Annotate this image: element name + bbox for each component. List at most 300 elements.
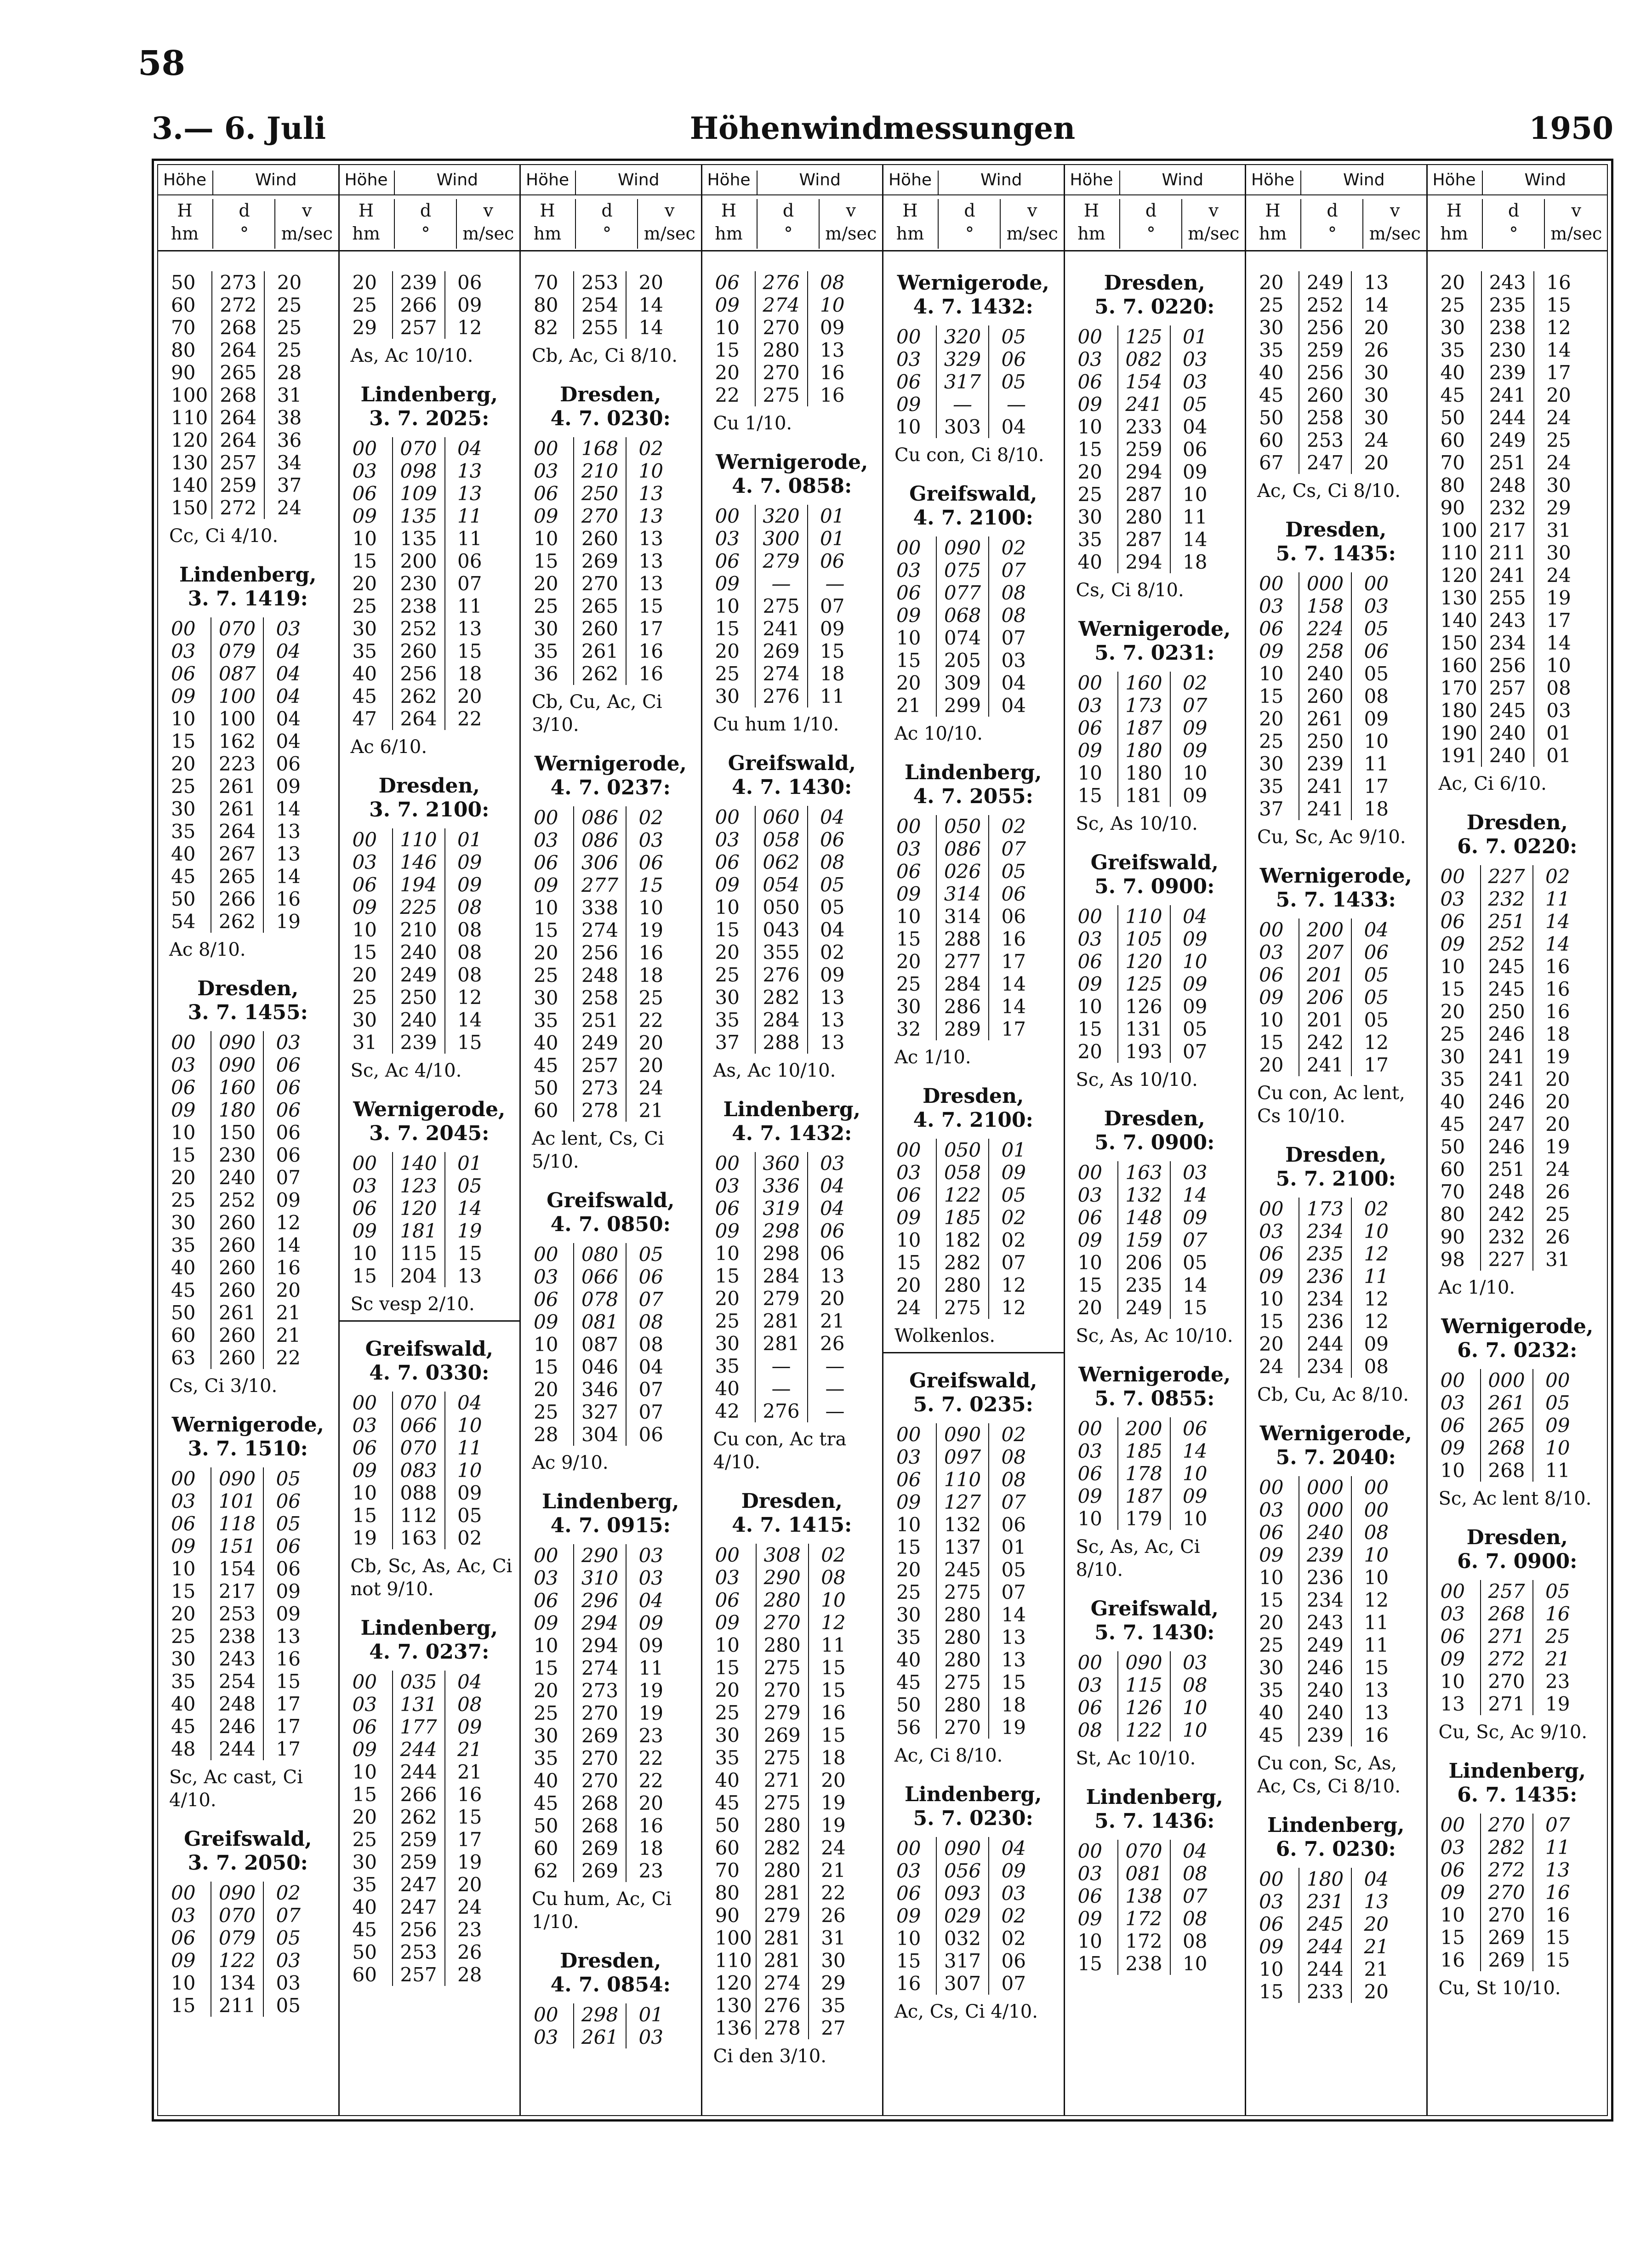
height-cell: 10 <box>352 918 377 941</box>
speed-cell: 05 <box>989 371 1030 393</box>
speed-cell: 06 <box>263 1144 304 1166</box>
table-row <box>349 1783 486 1806</box>
station-name: Dresden, <box>1466 811 1568 834</box>
table-row <box>712 1882 849 1904</box>
height-cell: 00 <box>352 828 377 851</box>
height-cell: 10 <box>1440 1904 1465 1926</box>
cloud-note: Cu, Sc, Ac 9/10. <box>1257 827 1406 848</box>
speed-cell: 00 <box>1351 1476 1392 1499</box>
table-row <box>1074 1885 1211 1907</box>
speed-cell: 11 <box>809 1634 849 1656</box>
height-cell: 00 <box>352 1152 377 1175</box>
direction-cell: 253 <box>1299 429 1351 451</box>
speed-cell: 26 <box>445 1941 486 1963</box>
speed-cell: 08 <box>1351 1521 1392 1544</box>
direction-cell: 070 <box>211 1904 263 1927</box>
speed-cell: 03 <box>989 649 1030 672</box>
direction-cell: 235 <box>1481 294 1534 316</box>
station-title <box>1427 1526 1608 1574</box>
speed-cell: 20 <box>445 1873 486 1896</box>
speed-cell: 17 <box>989 1018 1030 1040</box>
table-row <box>167 1927 304 1949</box>
speed-cell: 04 <box>808 1197 849 1220</box>
speed-cell: 10 <box>1533 1437 1574 1459</box>
speed-cell: 05 <box>808 896 849 918</box>
data-column <box>1064 271 1246 1991</box>
height-cell: 06 <box>715 1589 740 1611</box>
direction-cell: 227 <box>1481 865 1533 888</box>
height-cell: 09 <box>896 393 921 416</box>
wind-values <box>349 437 486 730</box>
direction-cell: 254 <box>574 294 626 316</box>
direction-cell: 224 <box>1299 617 1351 640</box>
height-cell: 15 <box>171 1994 196 2017</box>
table-row <box>893 1626 1030 1649</box>
speed-cell: 02 <box>989 536 1030 559</box>
height-cell: 20 <box>1077 1296 1102 1319</box>
cloud-note: Sc, As, Ac 10/10. <box>1076 1325 1233 1346</box>
height-cell: 15 <box>1077 1952 1102 1975</box>
height-cell: 09 <box>1259 1544 1284 1566</box>
table-row <box>1074 1651 1211 1674</box>
speed-cell: 26 <box>1533 1226 1574 1248</box>
direction-cell: 262 <box>393 1806 445 1828</box>
table-row <box>167 775 304 798</box>
table-row <box>1255 1634 1392 1656</box>
sounding-block <box>157 271 339 548</box>
table-row <box>1255 1701 1392 1724</box>
table-row <box>1255 775 1392 798</box>
direction-cell: 254 <box>211 1670 263 1693</box>
station-time: 5. 7. 0220: <box>1094 295 1215 319</box>
direction-cell: 260 <box>211 1211 263 1234</box>
speed-cell: 13 <box>626 482 667 505</box>
direction-cell: 050 <box>755 896 808 918</box>
speed-cell: 18 <box>626 1837 667 1860</box>
height-cell: 35 <box>1259 775 1284 798</box>
height-cell: 10 <box>534 896 558 919</box>
height-cell: 00 <box>1440 1580 1465 1603</box>
station-title <box>883 1084 1064 1132</box>
table-row <box>712 640 849 662</box>
height-cell: 20 <box>896 672 921 694</box>
sounding-block <box>1245 271 1427 502</box>
direction-cell: 282 <box>1481 1836 1533 1859</box>
speed-cell: 16 <box>1533 955 1574 978</box>
direction-cell: 249 <box>1299 1634 1351 1656</box>
speed-cell: 20 <box>808 1287 849 1310</box>
h-label: H <box>721 200 737 221</box>
direction-cell: 234 <box>1299 1589 1351 1611</box>
speed-cell: 04 <box>263 640 304 662</box>
v-label: v <box>483 200 493 221</box>
table-row <box>530 505 667 527</box>
direction-cell: 280 <box>936 1649 989 1671</box>
table-row <box>712 1656 849 1679</box>
speed-cell: 09 <box>445 873 486 896</box>
table-row <box>1255 617 1392 640</box>
direction-cell: 207 <box>1299 941 1351 964</box>
table-row <box>349 1009 486 1031</box>
height-cell: 10 <box>1259 1009 1284 1031</box>
table-row <box>1074 1696 1211 1719</box>
station-title <box>520 1490 701 1538</box>
table-row <box>530 1032 667 1054</box>
table-row <box>530 316 667 339</box>
table-row <box>1255 640 1392 662</box>
wind-values <box>349 271 486 339</box>
direction-cell: 258 <box>1299 406 1351 429</box>
sounding-block <box>339 271 520 367</box>
direction-cell: 060 <box>755 806 808 828</box>
height-cell: 00 <box>171 617 196 640</box>
direction-cell: 154 <box>1118 371 1170 393</box>
height-cell: 09 <box>896 604 921 627</box>
table-row <box>349 1242 486 1265</box>
height-cell: 30 <box>534 987 558 1009</box>
height-cell: 30 <box>171 798 196 820</box>
station-time: 6. 7. 0220: <box>1457 835 1578 858</box>
height-cell: 00 <box>1259 1476 1284 1499</box>
d-label: d <box>601 200 613 221</box>
wind-values <box>530 271 667 339</box>
direction-cell: 314 <box>936 905 989 928</box>
table-row <box>349 851 486 873</box>
direction-cell: 074 <box>936 627 989 649</box>
speed-cell: 03 <box>1170 1651 1211 1674</box>
direction-cell: 246 <box>1299 1656 1351 1679</box>
direction-cell: 105 <box>1118 928 1170 950</box>
speed-cell: 14 <box>1534 632 1575 654</box>
direction-cell: 223 <box>211 753 263 775</box>
speed-cell: 03 <box>263 1031 304 1054</box>
direction-cell: 276 <box>755 964 808 986</box>
table-row <box>893 582 1030 604</box>
direction-cell: 248 <box>211 1693 263 1715</box>
speed-cell: 06 <box>263 1535 304 1557</box>
height-cell: 25 <box>352 986 377 1009</box>
table-row <box>712 271 849 294</box>
speed-cell: 04 <box>1170 416 1211 438</box>
speed-cell: 26 <box>1533 1181 1574 1203</box>
direction-cell: 296 <box>574 1589 626 1612</box>
speed-cell: 02 <box>1533 865 1574 888</box>
direction-cell: 236 <box>1299 1310 1351 1333</box>
table-row <box>893 1882 1030 1905</box>
height-cell: 06 <box>1259 1913 1284 1935</box>
table-row <box>893 1860 1030 1882</box>
height-cell: 00 <box>715 505 740 527</box>
speed-cell: 09 <box>1170 1206 1211 1229</box>
direction-cell: 275 <box>756 1656 809 1679</box>
direction-cell: 257 <box>212 451 264 474</box>
direction-cell: 290 <box>756 1566 809 1589</box>
height-cell: 00 <box>715 1152 740 1175</box>
direction-cell: 026 <box>936 860 989 883</box>
station-title <box>883 761 1064 809</box>
height-cell: 25 <box>352 294 377 316</box>
speed-cell: 21 <box>263 1324 304 1346</box>
d-label: d <box>1327 200 1338 221</box>
height-cell: 03 <box>1077 1184 1102 1206</box>
h-label: H <box>358 200 374 221</box>
table-row <box>167 496 305 519</box>
height-cell: 15 <box>1077 784 1102 807</box>
cloud-note: Cu, St 10/10. <box>1438 1978 1561 1999</box>
station-time: 3. 7. 2100: <box>369 798 490 821</box>
direction-cell: 262 <box>211 910 263 933</box>
direction-cell: 227 <box>1481 1248 1533 1271</box>
speed-cell: 01 <box>1534 722 1575 744</box>
direction-cell: 270 <box>756 1611 809 1634</box>
speed-cell: 20 <box>263 1279 304 1301</box>
direction-cell: 294 <box>574 1612 626 1634</box>
speed-cell: 07 <box>989 1581 1030 1603</box>
table-row <box>893 1468 1030 1491</box>
height-cell: 130 <box>1440 587 1477 609</box>
height-cell: 20 <box>352 572 377 595</box>
table-row <box>349 527 486 550</box>
table-row <box>712 918 849 941</box>
table-row <box>167 1490 304 1512</box>
direction-cell: 181 <box>393 1220 445 1242</box>
height-cell: 47 <box>352 707 377 730</box>
speed-cell: 19 <box>626 919 667 941</box>
height-cell: 06 <box>1077 717 1102 739</box>
speed-cell: 06 <box>626 1266 667 1288</box>
direction-cell: 151 <box>211 1535 263 1557</box>
direction-cell: 251 <box>1481 1158 1533 1181</box>
direction-cell: 109 <box>393 482 445 505</box>
height-cell: 30 <box>352 1009 377 1031</box>
height-cell: 25 <box>534 1702 558 1724</box>
speed-cell: 05 <box>263 1927 304 1949</box>
direction-cell: 206 <box>1299 986 1351 1009</box>
table-row <box>530 874 667 896</box>
direction-cell: 225 <box>393 896 445 918</box>
wind-values <box>530 1544 667 1882</box>
direction-cell: 298 <box>574 2003 626 2026</box>
direction-cell: 243 <box>1481 609 1534 632</box>
height-cell: 03 <box>352 851 377 873</box>
station-title <box>883 482 1064 530</box>
height-cell: 45 <box>896 1671 921 1694</box>
speed-cell: 08 <box>445 896 486 918</box>
height-cell: 00 <box>1440 1814 1465 1836</box>
speed-cell: 21 <box>808 1310 849 1332</box>
table-row <box>167 1580 304 1603</box>
height-cell: 40 <box>1259 361 1284 384</box>
direction-cell: 261 <box>211 1301 263 1324</box>
table-row <box>1255 595 1392 617</box>
speed-cell: 17 <box>626 617 667 640</box>
height-cell: 15 <box>1440 1926 1465 1949</box>
speed-cell: 16 <box>808 361 849 384</box>
table-row <box>712 1769 849 1791</box>
direction-cell: 000 <box>1299 1476 1351 1499</box>
direction-cell: 241 <box>1299 798 1351 820</box>
height-cell: 20 <box>534 941 558 964</box>
speed-cell: 03 <box>626 1544 667 1567</box>
speed-cell: 06 <box>263 753 304 775</box>
speed-cell: 02 <box>1170 672 1211 694</box>
v-label: v <box>846 200 856 221</box>
speed-cell: 05 <box>1351 964 1392 986</box>
speed-cell: 25 <box>1534 429 1575 451</box>
height-cell: 10 <box>896 1927 921 1950</box>
direction-cell: 098 <box>393 460 445 482</box>
height-cell: 00 <box>896 1423 921 1446</box>
table-row <box>349 460 486 482</box>
direction-cell: 259 <box>1299 339 1351 361</box>
table-row <box>167 1076 304 1099</box>
table-row <box>893 1139 1030 1161</box>
table-row <box>712 896 849 918</box>
height-cell: 30 <box>1259 316 1284 339</box>
height-cell: 25 <box>715 1310 740 1332</box>
table-row <box>1437 955 1574 978</box>
wind-values <box>1074 1417 1211 1530</box>
speed-cell: 04 <box>626 1356 667 1378</box>
speed-cell: 06 <box>808 1242 849 1265</box>
table-row <box>893 348 1030 371</box>
data-column <box>883 271 1064 2039</box>
table-row <box>530 572 667 595</box>
speed-cell: 19 <box>1533 1693 1574 1715</box>
height-cell: 20 <box>896 1558 921 1581</box>
direction-cell: 270 <box>1481 1904 1533 1926</box>
direction-cell: 163 <box>1118 1161 1170 1184</box>
table-row <box>349 1031 486 1054</box>
height-cell: 10 <box>1077 995 1102 1018</box>
height-cell: 10 <box>1077 1930 1102 1952</box>
table-row <box>167 1949 304 1972</box>
height-cell: 45 <box>1259 384 1284 406</box>
table-row <box>530 1243 667 1266</box>
table-row <box>349 1918 486 1941</box>
wind-values <box>1437 1814 1574 1971</box>
table-row <box>893 1491 1030 1513</box>
height-cell: 03 <box>715 1175 740 1197</box>
table-row <box>1255 1724 1392 1746</box>
height-cell: 80 <box>715 1882 740 1904</box>
direction-cell: 082 <box>1118 348 1170 371</box>
station-name: Lindenberg, <box>723 1098 860 1121</box>
table-row <box>893 649 1030 672</box>
height-cell: 15 <box>896 1950 921 1972</box>
station-time: 4. 7. 2100: <box>913 1108 1033 1132</box>
speed-cell: 16 <box>263 888 304 910</box>
wind-values <box>1437 865 1574 1271</box>
height-cell: 09 <box>715 873 740 896</box>
speed-cell: 12 <box>989 1274 1030 1296</box>
height-cell: 20 <box>534 1679 558 1702</box>
table-row <box>712 1949 849 1972</box>
direction-cell: 240 <box>1299 1701 1351 1724</box>
sounding-block <box>701 451 883 736</box>
wind-values <box>1255 1868 1392 2003</box>
height-cell: 10 <box>352 1761 377 1783</box>
station-name: Dresden, <box>1285 518 1387 542</box>
speed-cell: 08 <box>1534 677 1575 699</box>
height-cell: 190 <box>1440 722 1477 744</box>
height-cell: 09 <box>715 294 740 316</box>
h-label: H <box>1083 200 1099 221</box>
station-name: Lindenberg, <box>1086 1786 1223 1809</box>
sounding-block <box>1064 1786 1246 1975</box>
table-row <box>530 1702 667 1724</box>
table-row <box>1437 316 1575 339</box>
wind-values <box>1255 1476 1392 1746</box>
direction-cell: 261 <box>211 775 263 798</box>
table-row <box>349 1197 486 1220</box>
speed-cell: 04 <box>626 1589 667 1612</box>
speed-cell: 24 <box>1534 564 1575 587</box>
direction-cell: 244 <box>1299 1333 1351 1355</box>
height-cell: 35 <box>171 820 196 843</box>
sounding-block <box>1245 1143 1427 1406</box>
d-label: d <box>1145 200 1157 221</box>
height-cell: 45 <box>352 685 377 707</box>
table-row <box>1255 1544 1392 1566</box>
speed-cell: 13 <box>1351 1890 1392 1913</box>
speed-cell: 25 <box>264 316 305 339</box>
height-cell: 40 <box>352 662 377 685</box>
height-cell: 06 <box>352 1437 377 1459</box>
table-row <box>712 316 849 339</box>
wind-values <box>1074 325 1211 573</box>
data-column <box>339 271 520 2002</box>
table-row <box>712 1837 849 1859</box>
table-row <box>893 883 1030 905</box>
sounding-block <box>520 383 701 736</box>
station-title <box>1064 1786 1246 1833</box>
height-cell: 20 <box>171 1166 196 1189</box>
table-row <box>1074 1274 1211 1296</box>
direction-cell: 280 <box>756 1859 809 1882</box>
height-cell: 03 <box>352 1693 377 1716</box>
speed-cell: 13 <box>263 820 304 843</box>
speed-cell: 16 <box>808 384 849 406</box>
table-row <box>1074 461 1211 483</box>
table-row <box>1255 918 1392 941</box>
table-row <box>530 1544 667 1567</box>
direction-cell: 268 <box>1481 1459 1533 1482</box>
direction-cell: 298 <box>755 1220 808 1242</box>
speed-cell: 05 <box>626 1243 667 1266</box>
direction-cell: 194 <box>393 873 445 896</box>
station-name: Dresden, <box>923 1084 1024 1108</box>
table-row <box>712 550 849 572</box>
speed-cell: 10 <box>1534 654 1575 677</box>
table-row <box>530 1634 667 1657</box>
height-cell: 00 <box>534 1544 558 1567</box>
height-cell: 100 <box>715 1927 752 1949</box>
speed-cell: 13 <box>808 1009 849 1031</box>
speed-cell: 10 <box>626 896 667 919</box>
speed-cell: 08 <box>989 1446 1030 1468</box>
height-cell: 09 <box>1077 1907 1102 1930</box>
speed-cell: 07 <box>989 559 1030 582</box>
direction-cell: 244 <box>393 1761 445 1783</box>
station-time: 4. 7. 0850: <box>550 1213 671 1236</box>
table-row <box>1437 294 1575 316</box>
speed-cell: 18 <box>1351 798 1392 820</box>
height-cell: 25 <box>171 775 196 798</box>
station-time: 4. 7. 0330: <box>369 1361 490 1385</box>
speed-cell: 14 <box>626 294 667 316</box>
speed-cell: 03 <box>263 1972 304 1994</box>
